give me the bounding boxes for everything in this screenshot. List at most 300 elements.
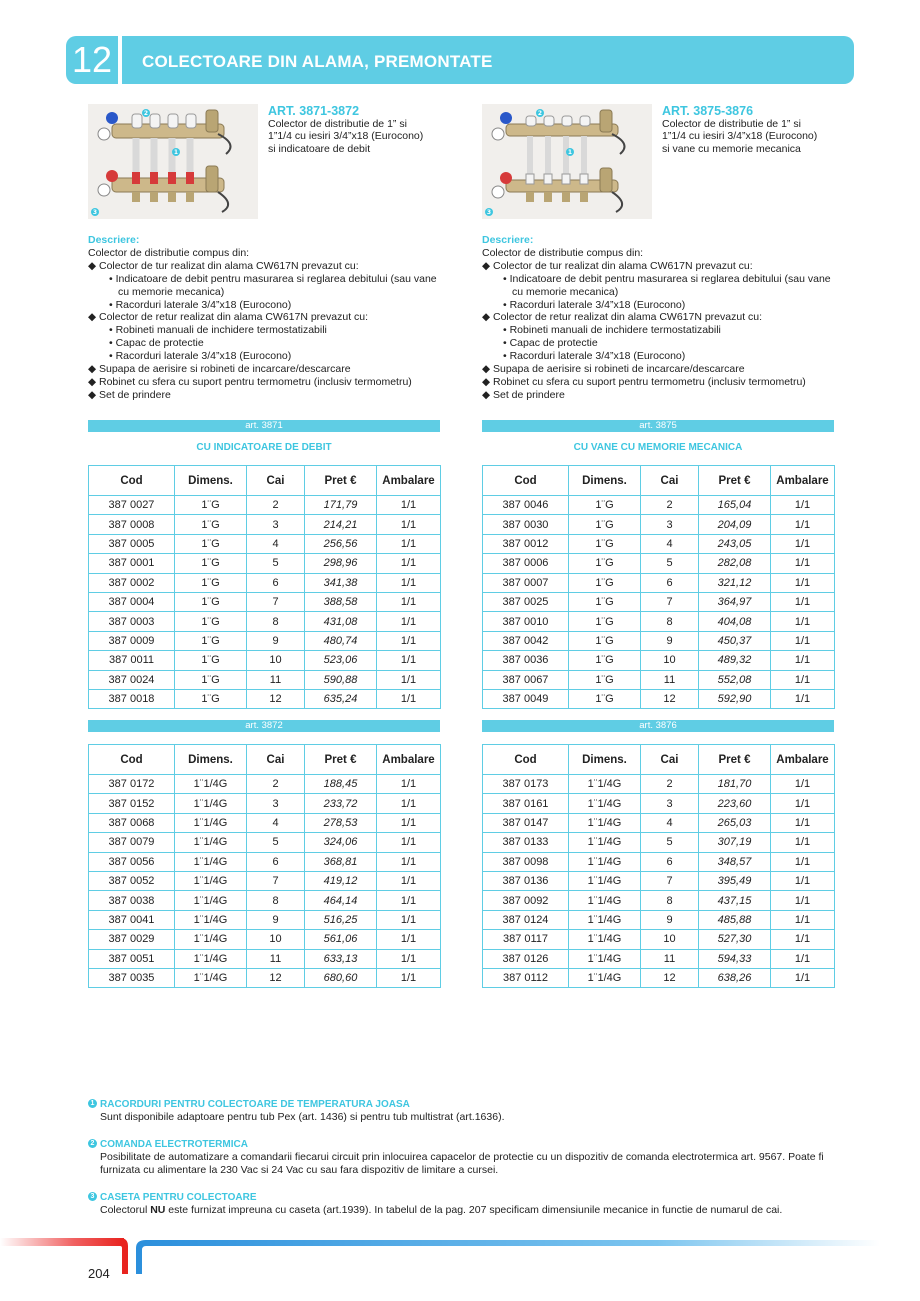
section-number: 12: [66, 36, 118, 84]
packaging-cell: 1/1: [377, 592, 441, 611]
packaging-cell: 1/1: [771, 910, 835, 929]
dimension-cell: 1¨G: [569, 496, 641, 515]
table-row: [89, 670, 441, 689]
table-row: [89, 775, 441, 794]
description-line: ◆ Colector de tur realizat din alama CW617N prevazut cu:: [482, 259, 753, 272]
table-row: [483, 515, 835, 534]
dimension-cell: 1¨1/4G: [569, 930, 641, 949]
ways-cell: 2: [247, 775, 305, 794]
price-cell: 233,72: [305, 794, 377, 813]
price-cell: 181,70: [699, 775, 771, 794]
dimension-cell: 1¨G: [175, 592, 247, 611]
column-header: Cai: [641, 466, 699, 496]
packaging-cell: 1/1: [377, 612, 441, 631]
ways-cell: 7: [247, 871, 305, 890]
table-row: [483, 573, 835, 592]
code-cell: 387 0027: [89, 496, 175, 515]
packaging-cell: 1/1: [771, 871, 835, 890]
table-row: [89, 631, 441, 650]
column-header: Dimens.: [175, 745, 247, 775]
table-row: [483, 852, 835, 871]
table-row: [483, 689, 835, 708]
ways-cell: 4: [641, 534, 699, 553]
packaging-cell: 1/1: [377, 833, 441, 852]
price-cell: 464,14: [305, 891, 377, 910]
description-line: • Robineti manuali de inchidere termostatizabili: [503, 324, 721, 337]
code-cell: 387 0079: [89, 833, 175, 852]
code-cell: 387 0051: [89, 949, 175, 968]
table-row: [483, 968, 835, 987]
dimension-cell: 1¨G: [569, 612, 641, 631]
ways-cell: 7: [247, 592, 305, 611]
price-cell: 171,79: [305, 496, 377, 515]
description-line: ◆ Supapa de aerisire si robineti de incarcare/descarcare: [482, 363, 745, 376]
code-cell: 387 0098: [483, 852, 569, 871]
price-cell: 431,08: [305, 612, 377, 631]
price-table: [482, 465, 835, 709]
price-cell: 324,06: [305, 833, 377, 852]
product-3871-3872: [88, 104, 448, 222]
dimension-cell: 1¨G: [175, 670, 247, 689]
price-cell: 214,21: [305, 515, 377, 534]
dimension-cell: 1¨1/4G: [569, 949, 641, 968]
code-cell: 387 0001: [89, 554, 175, 573]
ways-cell: 4: [247, 813, 305, 832]
price-cell: 450,37: [699, 631, 771, 650]
packaging-cell: 1/1: [377, 871, 441, 890]
table-row: [89, 496, 441, 515]
packaging-cell: 1/1: [377, 554, 441, 573]
ways-cell: 5: [641, 554, 699, 573]
packaging-cell: 1/1: [771, 949, 835, 968]
table-row: [89, 794, 441, 813]
ways-cell: 6: [641, 852, 699, 871]
table-row: [483, 930, 835, 949]
table-row: [89, 689, 441, 708]
packaging-cell: 1/1: [377, 496, 441, 515]
code-cell: 387 0052: [89, 871, 175, 890]
table-row: [483, 813, 835, 832]
code-cell: 387 0173: [483, 775, 569, 794]
dimension-cell: 1¨G: [569, 670, 641, 689]
ways-cell: 4: [247, 534, 305, 553]
packaging-cell: 1/1: [377, 930, 441, 949]
dimension-cell: 1¨1/4G: [175, 871, 247, 890]
table-row: [89, 930, 441, 949]
code-cell: 387 0092: [483, 891, 569, 910]
dimension-cell: 1¨1/4G: [569, 794, 641, 813]
price-cell: 188,45: [305, 775, 377, 794]
ways-cell: 5: [247, 554, 305, 573]
packaging-cell: 1/1: [377, 515, 441, 534]
code-cell: 387 0112: [483, 968, 569, 987]
price-cell: 223,60: [699, 794, 771, 813]
column-header: Pret €: [305, 745, 377, 775]
price-cell: 594,33: [699, 949, 771, 968]
code-cell: 387 0029: [89, 930, 175, 949]
dimension-cell: 1¨1/4G: [569, 891, 641, 910]
packaging-cell: 1/1: [771, 631, 835, 650]
ways-cell: 12: [641, 689, 699, 708]
price-cell: 635,24: [305, 689, 377, 708]
code-cell: 387 0133: [483, 833, 569, 852]
code-cell: 387 0012: [483, 534, 569, 553]
dimension-cell: 1¨1/4G: [569, 813, 641, 832]
ways-cell: 9: [247, 631, 305, 650]
price-cell: 256,56: [305, 534, 377, 553]
dimension-cell: 1¨G: [175, 689, 247, 708]
callout-3: 3: [92, 209, 98, 216]
packaging-cell: 1/1: [771, 515, 835, 534]
packaging-cell: 1/1: [377, 910, 441, 929]
product-3875-3876: [482, 104, 842, 222]
price-cell: 437,15: [699, 891, 771, 910]
price-cell: 638,26: [699, 968, 771, 987]
ways-cell: 10: [247, 930, 305, 949]
description-line: ◆ Set de prindere: [482, 388, 565, 401]
packaging-cell: 1/1: [377, 852, 441, 871]
code-cell: 387 0172: [89, 775, 175, 794]
code-cell: 387 0042: [483, 631, 569, 650]
code-cell: 387 0011: [89, 651, 175, 670]
table-row: [483, 833, 835, 852]
code-cell: 387 0007: [483, 573, 569, 592]
ways-cell: 7: [641, 871, 699, 890]
packaging-cell: 1/1: [377, 631, 441, 650]
price-table: [88, 465, 441, 709]
packaging-cell: 1/1: [377, 794, 441, 813]
dimension-cell: 1¨1/4G: [175, 891, 247, 910]
dimension-cell: 1¨1/4G: [175, 852, 247, 871]
dimension-cell: 1¨G: [569, 515, 641, 534]
description-line: ◆ Colector de tur realizat din alama CW617N prevazut cu:: [88, 259, 359, 272]
table-row: [483, 554, 835, 573]
dimension-cell: 1¨G: [175, 534, 247, 553]
column-header: Pret €: [699, 745, 771, 775]
packaging-cell: 1/1: [377, 813, 441, 832]
dimension-cell: 1¨G: [175, 554, 247, 573]
ways-cell: 9: [247, 910, 305, 929]
manifold-illustration: [88, 104, 258, 219]
ways-cell: 3: [247, 515, 305, 534]
price-cell: 243,05: [699, 534, 771, 553]
packaging-cell: 1/1: [771, 612, 835, 631]
dimension-cell: 1¨G: [175, 573, 247, 592]
dimension-cell: 1¨G: [569, 651, 641, 670]
article-title: ART. 3875-3876: [662, 104, 754, 118]
code-cell: 387 0124: [483, 910, 569, 929]
price-cell: 485,88: [699, 910, 771, 929]
price-cell: 348,57: [699, 852, 771, 871]
packaging-cell: 1/1: [377, 573, 441, 592]
art-label-band: art. 3875: [482, 420, 834, 432]
column-header: Ambalare: [377, 745, 441, 775]
description-line: • Racorduri laterale 3/4”x18 (Eurocono): [109, 298, 292, 311]
callout-3: 3: [486, 209, 492, 216]
code-cell: 387 0006: [483, 554, 569, 573]
dimension-cell: 1¨1/4G: [569, 910, 641, 929]
footer-decoration: [0, 1230, 920, 1276]
description-line: ◆ Colector de retur realizat din alama CW617N prevazut cu:: [482, 311, 763, 324]
code-cell: 387 0147: [483, 813, 569, 832]
dimension-cell: 1¨1/4G: [175, 794, 247, 813]
note-emphasis: NU: [150, 1204, 166, 1216]
price-cell: 419,12: [305, 871, 377, 890]
price-cell: 307,19: [699, 833, 771, 852]
dimension-cell: 1¨G: [175, 612, 247, 631]
column-header: Ambalare: [771, 466, 835, 496]
description-title: Descriere:: [88, 234, 140, 246]
price-cell: 395,49: [699, 871, 771, 890]
description-line: ◆ Set de prindere: [88, 388, 171, 401]
price-cell: 298,96: [305, 554, 377, 573]
ways-cell: 10: [247, 651, 305, 670]
dimension-cell: 1¨1/4G: [175, 930, 247, 949]
dimension-cell: 1¨G: [569, 631, 641, 650]
price-cell: 527,30: [699, 930, 771, 949]
table-row: [483, 775, 835, 794]
dimension-cell: 1¨1/4G: [569, 833, 641, 852]
description-title: Descriere:: [482, 234, 534, 246]
ways-cell: 11: [247, 949, 305, 968]
ways-cell: 5: [641, 833, 699, 852]
notes-section: [88, 1098, 828, 1231]
packaging-cell: 1/1: [377, 534, 441, 553]
table-row: [483, 534, 835, 553]
packaging-cell: 1/1: [771, 775, 835, 794]
article-description: Colector de distributie de 1” si 1”1/4 cu iesiri 3/4”x18 (Eurocono) si indicatoare de debit: [268, 118, 424, 155]
ways-cell: 12: [247, 968, 305, 987]
note-text: [100, 1204, 828, 1217]
price-cell: 516,25: [305, 910, 377, 929]
description-line: • Capac de protectie: [503, 337, 598, 350]
column-header: Cai: [641, 745, 699, 775]
dimension-cell: 1¨1/4G: [569, 968, 641, 987]
description-line: ◆ Colector de retur realizat din alama CW617N prevazut cu:: [88, 311, 369, 324]
column-header: Pret €: [699, 466, 771, 496]
code-cell: 387 0005: [89, 534, 175, 553]
dimension-cell: 1¨1/4G: [175, 968, 247, 987]
description-line: Colector de distributie compus din:: [482, 246, 644, 259]
art-label-band: art. 3876: [482, 720, 834, 732]
code-cell: 387 0035: [89, 968, 175, 987]
column-header: Cai: [247, 466, 305, 496]
price-cell: 204,09: [699, 515, 771, 534]
price-cell: 680,60: [305, 968, 377, 987]
description-block: [88, 234, 448, 402]
table-row: [89, 910, 441, 929]
dimension-cell: 1¨G: [175, 631, 247, 650]
table-row: [483, 794, 835, 813]
table-row: [483, 496, 835, 515]
description-line: ◆ Robinet cu sfera cu suport pentru termometru (inclusiv termometru): [88, 375, 412, 388]
dimension-cell: 1¨G: [175, 496, 247, 515]
packaging-cell: 1/1: [377, 651, 441, 670]
price-cell: 480,74: [305, 631, 377, 650]
note-text-segment: Colectorul: [100, 1204, 151, 1216]
column-header: Cod: [89, 745, 175, 775]
dimension-cell: 1¨G: [569, 592, 641, 611]
price-cell: 561,06: [305, 930, 377, 949]
dimension-cell: 1¨1/4G: [175, 813, 247, 832]
note: [88, 1138, 828, 1177]
column-header: Dimens.: [569, 466, 641, 496]
callout-2: 2: [537, 110, 543, 117]
article-title: ART. 3871-3872: [268, 104, 360, 118]
code-cell: 387 0009: [89, 631, 175, 650]
ways-cell: 2: [247, 496, 305, 515]
description-block: [482, 234, 842, 402]
table-row: [483, 612, 835, 631]
table-row: [483, 670, 835, 689]
price-cell: 592,90: [699, 689, 771, 708]
packaging-cell: 1/1: [771, 689, 835, 708]
description-line: • Indicatoare de debit pentru masurarea si reglarea debitului (sau vane cu memorie mecanica): [109, 272, 437, 298]
table-row: [483, 891, 835, 910]
note-text: [100, 1111, 828, 1124]
price-table: [482, 744, 835, 988]
code-cell: 387 0010: [483, 612, 569, 631]
note-text-segment: este furnizat impreuna cu caseta (art.1939). In tabelul de la pag. 207 specificam dimensiunile mecanice in functie de numarul de cai.: [165, 1204, 783, 1216]
ways-cell: 3: [641, 794, 699, 813]
price-cell: 278,53: [305, 813, 377, 832]
art-label-band: art. 3871: [88, 420, 440, 432]
packaging-cell: 1/1: [771, 891, 835, 910]
price-table: [88, 744, 441, 988]
description-line: Colector de distributie compus din:: [88, 246, 250, 259]
table-row: [89, 515, 441, 534]
code-cell: 387 0161: [483, 794, 569, 813]
packaging-cell: 1/1: [771, 968, 835, 987]
callout-1: 1: [567, 149, 573, 156]
ways-cell: 6: [247, 852, 305, 871]
packaging-cell: 1/1: [377, 775, 441, 794]
packaging-cell: 1/1: [377, 891, 441, 910]
code-cell: 387 0049: [483, 689, 569, 708]
code-cell: 387 0152: [89, 794, 175, 813]
code-cell: 387 0117: [483, 930, 569, 949]
note-number-badge: 3: [88, 1192, 97, 1201]
table-row: [89, 891, 441, 910]
description-line: • Capac de protectie: [109, 337, 204, 350]
column-header: Dimens.: [175, 466, 247, 496]
note: [88, 1191, 828, 1217]
price-cell: 388,58: [305, 592, 377, 611]
dimension-cell: 1¨1/4G: [175, 833, 247, 852]
packaging-cell: 1/1: [771, 592, 835, 611]
note-number-badge: 1: [88, 1099, 97, 1108]
note-title: CASETA PENTRU COLECTOARE: [100, 1192, 257, 1203]
dimension-cell: 1¨G: [569, 534, 641, 553]
packaging-cell: 1/1: [771, 852, 835, 871]
dimension-cell: 1¨G: [175, 651, 247, 670]
ways-cell: 7: [641, 592, 699, 611]
packaging-cell: 1/1: [377, 689, 441, 708]
packaging-cell: 1/1: [771, 813, 835, 832]
column-header: Ambalare: [377, 466, 441, 496]
table-row: [89, 573, 441, 592]
packaging-cell: 1/1: [771, 794, 835, 813]
ways-cell: 6: [247, 573, 305, 592]
product-photo: [88, 104, 258, 219]
note-title: RACORDURI PENTRU COLECTOARE DE TEMPERATURA JOASA: [100, 1099, 410, 1110]
art-label-band: art. 3872: [88, 720, 440, 732]
code-cell: 387 0038: [89, 891, 175, 910]
page-number: 204: [88, 1266, 110, 1281]
packaging-cell: 1/1: [771, 496, 835, 515]
code-cell: 387 0126: [483, 949, 569, 968]
ways-cell: 11: [247, 670, 305, 689]
note-text-segment: Sunt disponibile adaptoare pentru tub Pex (art. 1436) si pentru tub multistrat (art.1636).: [100, 1111, 505, 1123]
page-title: COLECTOARE DIN ALAMA, PREMONTATE: [142, 52, 493, 71]
table-row: [483, 651, 835, 670]
code-cell: 387 0024: [89, 670, 175, 689]
code-cell: 387 0025: [483, 592, 569, 611]
table-row: [89, 833, 441, 852]
column-header: Dimens.: [569, 745, 641, 775]
packaging-cell: 1/1: [771, 833, 835, 852]
ways-cell: 12: [247, 689, 305, 708]
price-cell: 364,97: [699, 592, 771, 611]
ways-cell: 9: [641, 631, 699, 650]
description-line: • Robineti manuali de inchidere termostatizabili: [109, 324, 327, 337]
code-cell: 387 0036: [483, 651, 569, 670]
ways-cell: 2: [641, 775, 699, 794]
table-row: [89, 651, 441, 670]
code-cell: 387 0056: [89, 852, 175, 871]
ways-cell: 4: [641, 813, 699, 832]
note-text: [100, 1151, 828, 1177]
code-cell: 387 0003: [89, 612, 175, 631]
description-line: • Racorduri laterale 3/4”x18 (Eurocono): [109, 350, 292, 363]
column-header: Cod: [483, 745, 569, 775]
code-cell: 387 0030: [483, 515, 569, 534]
callout-1: 1: [173, 149, 179, 156]
note-number-badge: 2: [88, 1139, 97, 1148]
packaging-cell: 1/1: [377, 670, 441, 689]
ways-cell: 12: [641, 968, 699, 987]
product-photo: [482, 104, 652, 219]
dimension-cell: 1¨1/4G: [569, 871, 641, 890]
dimension-cell: 1¨G: [569, 573, 641, 592]
note-text-segment: Posibilitate de automatizare a comandarii fiecarui circuit prin inlocuirea capacelor de protectie cu un dispozitiv de comanda electrotermica art. 9567. Poate fi furnizata cu alimentare la 230 Vac si 24 Vac cu sau fara dispozitiv de limitare a cursei.: [100, 1151, 824, 1176]
code-cell: 387 0046: [483, 496, 569, 515]
callout-2: 2: [143, 110, 149, 117]
ways-cell: 5: [247, 833, 305, 852]
dimension-cell: 1¨1/4G: [569, 775, 641, 794]
table-row: [483, 949, 835, 968]
article-description: Colector de distributie de 1” si 1”1/4 cu iesiri 3/4”x18 (Eurocono) si vane cu memorie mecanica: [662, 118, 818, 155]
packaging-cell: 1/1: [377, 968, 441, 987]
table-row: [483, 871, 835, 890]
price-cell: 489,32: [699, 651, 771, 670]
price-cell: 523,06: [305, 651, 377, 670]
description-line: • Racorduri laterale 3/4”x18 (Eurocono): [503, 298, 686, 311]
price-cell: 590,88: [305, 670, 377, 689]
packaging-cell: 1/1: [771, 573, 835, 592]
packaging-cell: 1/1: [771, 534, 835, 553]
ways-cell: 3: [641, 515, 699, 534]
table-row: [483, 631, 835, 650]
code-cell: 387 0008: [89, 515, 175, 534]
ways-cell: 11: [641, 670, 699, 689]
note-title: COMANDA ELECTROTERMICA: [100, 1139, 248, 1150]
table-row: [89, 534, 441, 553]
code-cell: 387 0068: [89, 813, 175, 832]
price-cell: 165,04: [699, 496, 771, 515]
ways-cell: 8: [641, 612, 699, 631]
code-cell: 387 0002: [89, 573, 175, 592]
